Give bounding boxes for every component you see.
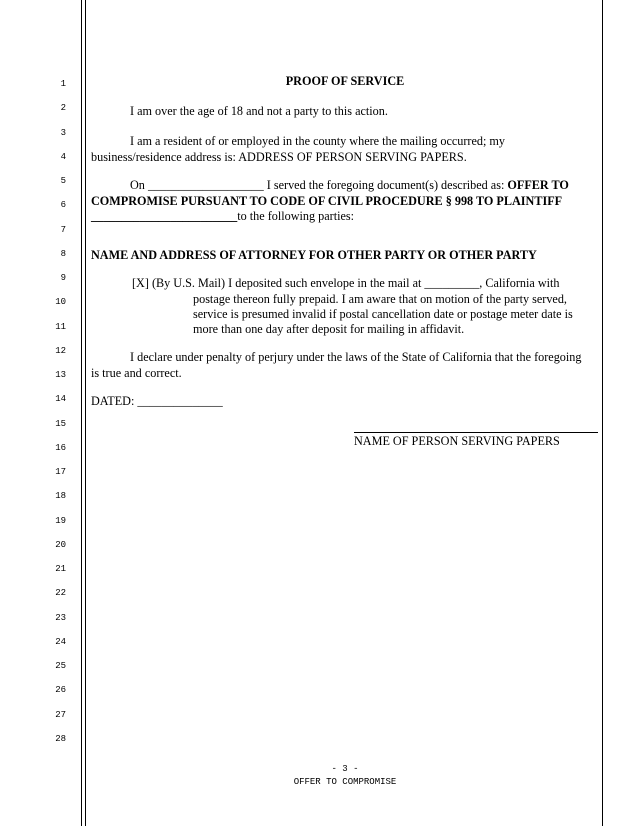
parties-heading: NAME AND ADDRESS OF ATTORNEY FOR OTHER PARTY OR OTHER PARTY <box>91 248 537 262</box>
line-number: 3 <box>60 127 66 138</box>
dated-line: DATED: ______________ <box>91 394 223 408</box>
footer-page-number: - 3 - <box>331 764 359 774</box>
signature-name: NAME OF PERSON SERVING PAPERS <box>354 434 560 448</box>
signature-line <box>354 432 598 433</box>
line-number: 24 <box>55 636 66 647</box>
line-number: 28 <box>55 733 66 744</box>
right-margin-rule <box>602 0 603 826</box>
line-number: 7 <box>60 224 66 235</box>
line-number: 22 <box>55 588 66 599</box>
line-number: 9 <box>60 273 66 283</box>
declaration-line-1: I declare under penalty of perjury under the laws of the State of California that the foregoing <box>130 350 582 364</box>
line-number: 20 <box>55 539 66 550</box>
line-number: 25 <box>55 661 66 671</box>
left-margin-rule-outer <box>81 0 82 826</box>
paragraph-age: I am over the age of 18 and not a party to this action. <box>130 104 388 118</box>
line-number: 14 <box>55 394 66 405</box>
line-number: 15 <box>55 418 66 429</box>
line-number: 17 <box>55 467 66 477</box>
line-number: 16 <box>55 442 66 453</box>
plaintiff-blank: ________________________ <box>91 209 238 223</box>
document-title-part-2: COMPROMISE PURSUANT TO CODE OF CIVIL PROCEDURE § 998 TO PLAINTIFF <box>91 194 563 208</box>
declaration-line-2: is true and correct. <box>91 366 182 380</box>
line-number: 12 <box>55 345 66 356</box>
line-number: 13 <box>55 370 66 380</box>
page-title: PROOF OF SERVICE <box>285 74 405 88</box>
line-number: 11 <box>55 321 66 332</box>
paragraph-residence-line-1: I am a resident of or employed in the county where the mailing occurred; my <box>130 134 505 148</box>
paragraph-service-line-3 <box>91 209 354 223</box>
line-number: 26 <box>55 685 66 696</box>
footer-title: OFFER TO COMPROMISE <box>293 777 397 787</box>
line-number: 27 <box>55 709 66 720</box>
document-title-part-1: OFFER TO <box>507 178 569 192</box>
mail-service-line-2: postage thereon fully prepaid. I am aware that on motion of the party served, <box>193 292 567 306</box>
mail-service-line-3: service is presumed invalid if postal cancellation date or postage meter date is <box>193 307 573 321</box>
line-number: 6 <box>60 200 66 211</box>
line-number: 5 <box>60 176 66 186</box>
line-number: 10 <box>55 297 66 308</box>
line-number: 19 <box>55 515 66 526</box>
mail-service-line-4: more than one day after deposit for mailing in affidavit. <box>193 322 465 336</box>
paragraph-residence-line-2: business/residence address is: ADDRESS OF PERSON SERVING PAPERS. <box>91 150 467 164</box>
line-number: 4 <box>60 151 66 162</box>
service-date-text: On ___________________ I served the foregoing document(s) described as: <box>130 178 508 192</box>
line-number: 8 <box>60 248 66 259</box>
line-number: 18 <box>55 491 66 502</box>
mail-service-line-1: [X] (By U.S. Mail) I deposited such envelope in the mail at _________, California with <box>132 276 560 290</box>
line-number: 21 <box>55 564 66 574</box>
line-number: 23 <box>55 612 66 623</box>
following-parties-text: to the following parties: <box>237 209 355 223</box>
line-number: 2 <box>60 103 66 114</box>
left-margin-rule-inner <box>85 0 86 826</box>
paragraph-service-line-1 <box>130 178 569 192</box>
line-number: 1 <box>60 79 66 89</box>
